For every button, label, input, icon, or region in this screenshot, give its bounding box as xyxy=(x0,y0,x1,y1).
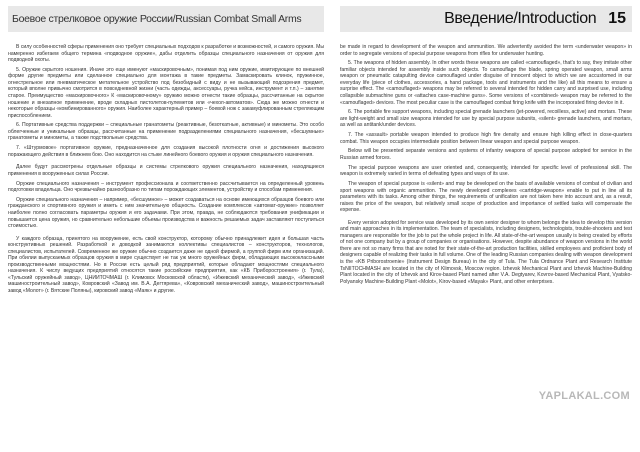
paragraph: The special purpose weapons are user oriented and, consequently, intended for specific level of professional skill. The weapon is extremely varied in terms of defeating types and ways of its use. xyxy=(340,164,632,178)
paragraph: Оружие специального назначения – инструмент профессионала и соответственно рассчитывается на определенный уровень подготовки владельца. Оно чрезвычайно разнообразно по типам порождающих элементов, устройству и способам применения. xyxy=(8,180,324,194)
paragraph: The weapon of special purpose is «silent» and may be developed on the basis of available versions of combat of civilian and sport weapons with organic ammunition. The newly developed complexes «cartridge-weapon» enable to put in line all its parameters with its tasks. Among other things, the requirements of unification are not taken here into account and, as a result, raises the price of the weapon, but relatively small scope of production and importance of settled tasks will compensate the expense. xyxy=(340,180,632,214)
paragraph: 7. «Штурмовое» портативное оружие, предназначенное для создания высокой плотности огня и достижения высокого поражающего действия в ближнем бою. Оно находится на стыке линейного боевого оружия и оружия специального назначения. xyxy=(8,145,324,158)
paragraph: be made in regard to development of the weapon and ammunition. We advertently avoided the term «underwater weapon» in order to segregate versions of special purpose weapons from rifles for underwater hunting. xyxy=(340,44,632,57)
site-watermark: YAPLAKAL.COM xyxy=(538,390,630,402)
paragraph: 5. The weapons of hidden assembly. In other words these weapons are called «camouflaged», that's to say, they imitate other familiar objects intended for assembly inside such objects. To camouflage the blade, spring operated weapon, small arms weapon or pneumatic catapulting device camouflaged under disguise of innocent object to which we are accustomed in our everyday life (piece of clothes, accessories, a hand package, tools and instruments and the like) all this means to ensure a surprise effect. The «camouflaged» weapons may be referred to several intended for hidden carry and surprised use, including collapsible submachine guns or «attaches case-machine guns». Some versions of «combined» weapon may be referred to the «camouflaged» devices. The most peculiar case is the camouflaged combat firing knife with the incorporated firing device in it. xyxy=(340,60,632,106)
section-title: Введение/Introduction xyxy=(444,10,597,27)
paragraph: Every version adopted for service was developed by its own senior designer to whom belongs the idea to develop this version and main approaches in its implementation. The team of specialists, including designers, technologists, trouble-shooters and test managers are responsible for the job to put the whole project in life. All state-of-the-art weapon usually is being created by efforts of not one company but by a group of companies or organisations. However, despite abundance of weapon versions in the world there are not so many firms that are noted for their state-of-the-art production facilities, skilled employees and proficient body of designers capable of realizing their tasks in full volume. One of the leading Russian companies dealing with weapon development is the «KB Priborostroenie» (Instrument Design Bureau) in the city of Tula. The Tula Ordnance Plant and Research Institute TsNIITOCHMASH are located in the city of Klimovsk, Moscow region. Izhevsk Mechanical Plant and Izhevsk Machine-Building Plant located in the city of Izhevsk and Kirov-based Plant named after V.A. Degtyarev, Kovrov-based Mechanical Plant, Vyatsko-Polyansky Machine-Building Plant «Molot», Kirov-based «Mayak» Plant, and other enterprises. xyxy=(340,219,632,285)
paragraph: 5. Оружие скрытого ношения. Иначе это еще именуют «маскировочным», понимая под ним оружие, имитирующее по внешней форме другие предметы или сделанное специально для монтажа в такие предметы. Замаскировать клинок, пружинное, огнестрельное или пневматическое метательное устройство под безобидный с виду и не вызывающий подозрения предмет, который вполне привычно смотрится в повседневной жизни (часть одежды, аксессуары, ручка кейса, инструмент и т.п.) – занятие старое. Преимущество «маскировочного» К «маскировочному» оружию можно отнести такие образцы, рассчитанные на скрытое ношение и внезапное применение, вроде складных пистолетов-пулеметов или «чехол-автоматов». Сюда же можно отнести и некоторые образцы «комбинированного» оружия. Наиболее характерный пример – боевой нож с закамуфлированным стреляющим приспособлением. xyxy=(8,66,324,119)
russian-text-column xyxy=(8,44,324,448)
paragraph: В силу особенностей сферы применения оно требует специальных подходов к разработке и возможностей, и самого оружия. Мы намеренно избегаем общего термина «подводное оружие», дабы отделить образцы специального назначения от оружия для подводной охоты. xyxy=(8,44,324,64)
english-text-column xyxy=(340,44,632,448)
paragraph: 7. The «assault» portable weapon intended to produce high fire density and ensure high killing effect in close-quarters combat. This weapon occupies intermediate position between linear weapon and special purpose weapon. xyxy=(340,132,632,145)
page-number: 15 xyxy=(608,10,626,27)
paragraph: 6. Портативные средства поддержки – специальные гранатометы (реактивные, безоткатные, активные) и минометы. Это особо облегченные и уникальные образцы, рассчитанные на применение подразделениями специального назначения, «бесшумные» гранатометы и минометы, а также подствольные средства. xyxy=(8,122,324,142)
paragraph: Below will be presented separate versions and systems of infantry weapons of special purpose adopted for service in the Russian armed forces. xyxy=(340,148,632,161)
paragraph: Далее будут рассмотрены отдельные образцы и системы стрелкового оружия специального назначения, находящиеся применения в вооруженных силах России. xyxy=(8,164,324,177)
paragraph: Оружие специального назначения – например, «бесшумное» – может создаваться на основе имеющихся образцов боевого или гражданского и спортивного оружия и иметь с ним значительную общность. Создание комплексов «автомат-оружие» позволяет наиболее полно согласовать параметры оружия и его задачами. При этом, правда, не соблюдаются требования унификации и повышается цена оружия, но сравнительно небольшие объемы производства и важность решаемых задач заставляют поступиться стоимостью. xyxy=(8,196,324,230)
running-header-right xyxy=(340,6,632,32)
paragraph: 6. The portable fire support weapons, including special grenade launchers (jet-powered, recoilless, active) and mortars. These are light-weight and small size weapons intended for use by special purpose subunits, «silent» grenade launchers, and mortars, as well as antitank/under devices. xyxy=(340,109,632,129)
running-header-left xyxy=(8,6,324,32)
paragraph: У каждого образца, принятого на вооружение, есть свой конструктор, которому обычно принадлежит идея и большая часть конструктивных решений. Разработкой и доводкой занимаются коллективы специалистов – конструкторов, технологов, специалистов, испытателей. Современное же оружие обычно создается даже не одной фирмой, а группой фирм или организаций. При обилии выпускаемых образцов оружия в мире существует не так уж много оружейных фирм, обладающих высококлассными производственными мощностями. Но в России есть целый ряд предприятий, которые обладают мощностями специального назначения. К числу ведущих предприятий относятся такие российские предприятия, как «КБ Приборостроения» (г. Тула), «Тульский оружейный завод», ЦНИИТОЧМАШ (г. Климовск Московской области), «Ижевский механический завод», «Ижевский машиностроительный завод», Ковровский «Завод им. В.А. Дегтярева», «Ковровский механический завод», машиностроительный завод «Молот» (г. Вятские Поляны), кировский завод «Маяк» и другие. xyxy=(8,235,324,294)
book-title: Боевое стрелковое оружие России/Russian Combat Small Arms xyxy=(12,13,302,25)
